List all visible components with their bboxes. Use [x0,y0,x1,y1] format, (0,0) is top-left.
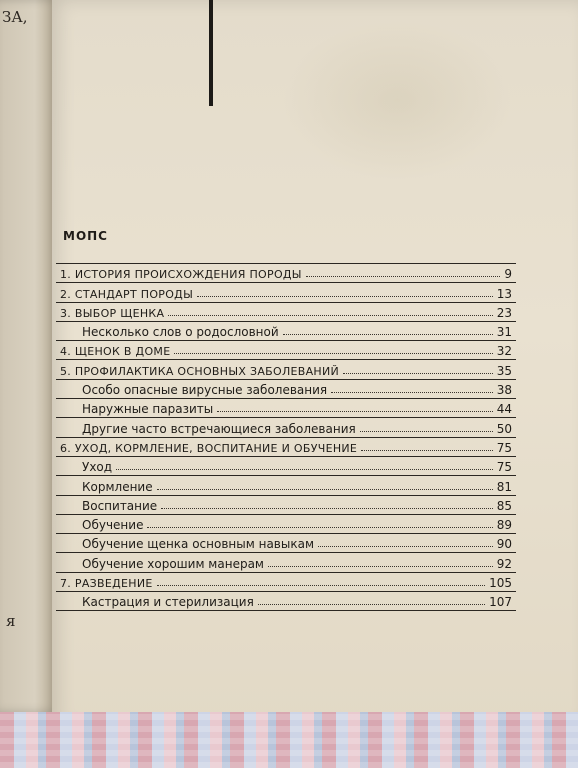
toc-chapter-row [56,264,516,283]
toc-entry-title: Кастрация и стерилизация [82,595,254,610]
toc-page-number: 81 [496,479,512,494]
toc-entry-title: 1. ИСТОРИЯ ПРОИСХОЖДЕНИЯ ПОРОДЫ [60,268,302,282]
toc-entry-title: Воспитание [82,498,158,513]
toc-entry-title: Обучение хорошим манерам [82,556,264,571]
toc-subsection-row [56,534,516,553]
toc-dot-leader [258,603,485,605]
toc-subsection-row [56,457,516,476]
toc-subsection-row [56,592,516,611]
toc-dot-leader [306,275,501,277]
toc-chapter-row [56,438,516,457]
toc-page-number: 75 [496,460,512,475]
toc-page-number: 23 [496,305,512,320]
toc-entry-title: Наружные паразиты [82,402,214,417]
toc-dot-leader [331,391,493,393]
toc-subsection-row [56,496,516,515]
toc-entry-title: Уход [82,460,113,475]
toc-dot-leader [343,372,493,374]
toc-page-number: 31 [496,325,512,340]
toc-dot-leader [116,468,493,470]
show-through-print [282,20,512,180]
toc-chapter-row [56,341,516,360]
toc-subsection-row [56,553,516,572]
toc-dot-leader [157,488,493,490]
toc-entry-title: Обучение щенка основным навыкам [82,537,314,552]
toc-page-number: 90 [496,537,512,552]
toc-chapter-row [56,573,516,592]
toc-dot-leader [168,314,492,316]
toc-dot-leader [157,584,486,586]
toc-dot-leader [161,507,493,509]
toc-page-number: 38 [496,383,512,398]
toc-dot-leader [318,545,493,547]
toc-dot-leader [361,449,493,451]
toc-entry-title: Кормление [82,479,153,494]
toc-page-number: 44 [496,402,512,417]
toc-entry-title: 7. РАЗВЕДЕНИЕ [60,577,153,591]
toc-dot-leader [268,565,493,567]
toc-entry-title: Особо опасные вирусные заболевания [82,383,328,398]
toc-entry-title: 3. ВЫБОР ЩЕНКА [60,306,165,320]
toc-subsection-row [56,418,516,437]
toc-entry-title: 2. СТАНДАРТ ПОРОДЫ [60,287,194,301]
toc-dot-leader [147,526,492,528]
fabric-background [0,712,578,768]
toc-page-number: 75 [496,440,512,455]
toc-page-number: 85 [496,498,512,513]
section-title: МОПС [63,229,108,243]
toc-chapter-row [56,360,516,379]
toc-subsection-row [56,399,516,418]
toc-subsection-row [56,380,516,399]
toc-entry-title: Обучение [82,518,144,533]
toc-entry-title: 6. УХОД, КОРМЛЕНИЕ, ВОСПИТАНИЕ И ОБУЧЕНИЕ [60,441,358,455]
toc-subsection-row [56,322,516,341]
toc-page-number: 9 [504,267,512,282]
toc-page-number: 32 [496,344,512,359]
toc-dot-leader [360,430,493,432]
decorative-vertical-bar [209,0,213,106]
toc-page-number: 107 [489,595,512,610]
table-of-contents [56,263,516,611]
toc-page-number: 13 [496,286,512,301]
toc-page-number: 89 [496,518,512,533]
left-page-text-fragment-bottom: я [6,612,16,630]
toc-dot-leader [217,410,492,412]
toc-page-number: 92 [496,556,512,571]
toc-chapter-row [56,283,516,302]
toc-chapter-row [56,303,516,322]
toc-subsection-row [56,476,516,495]
left-page-edge [0,0,60,712]
toc-dot-leader [197,295,493,297]
toc-subsection-row [56,515,516,534]
toc-entry-title: Несколько слов о родословной [82,325,279,340]
toc-entry-title: 4. ЩЕНОК В ДОМЕ [60,345,171,359]
left-page-text-fragment-top: ЗА, [2,8,28,26]
toc-entry-title: Другие часто встречающиеся заболевания [82,421,356,436]
toc-page-number: 35 [496,363,512,378]
toc-page-number: 105 [489,576,512,591]
toc-dot-leader [174,352,492,354]
toc-page-number: 50 [496,421,512,436]
toc-dot-leader [283,333,493,335]
toc-entry-title: 5. ПРОФИЛАКТИКА ОСНОВНЫХ ЗАБОЛЕВАНИЙ [60,364,340,378]
